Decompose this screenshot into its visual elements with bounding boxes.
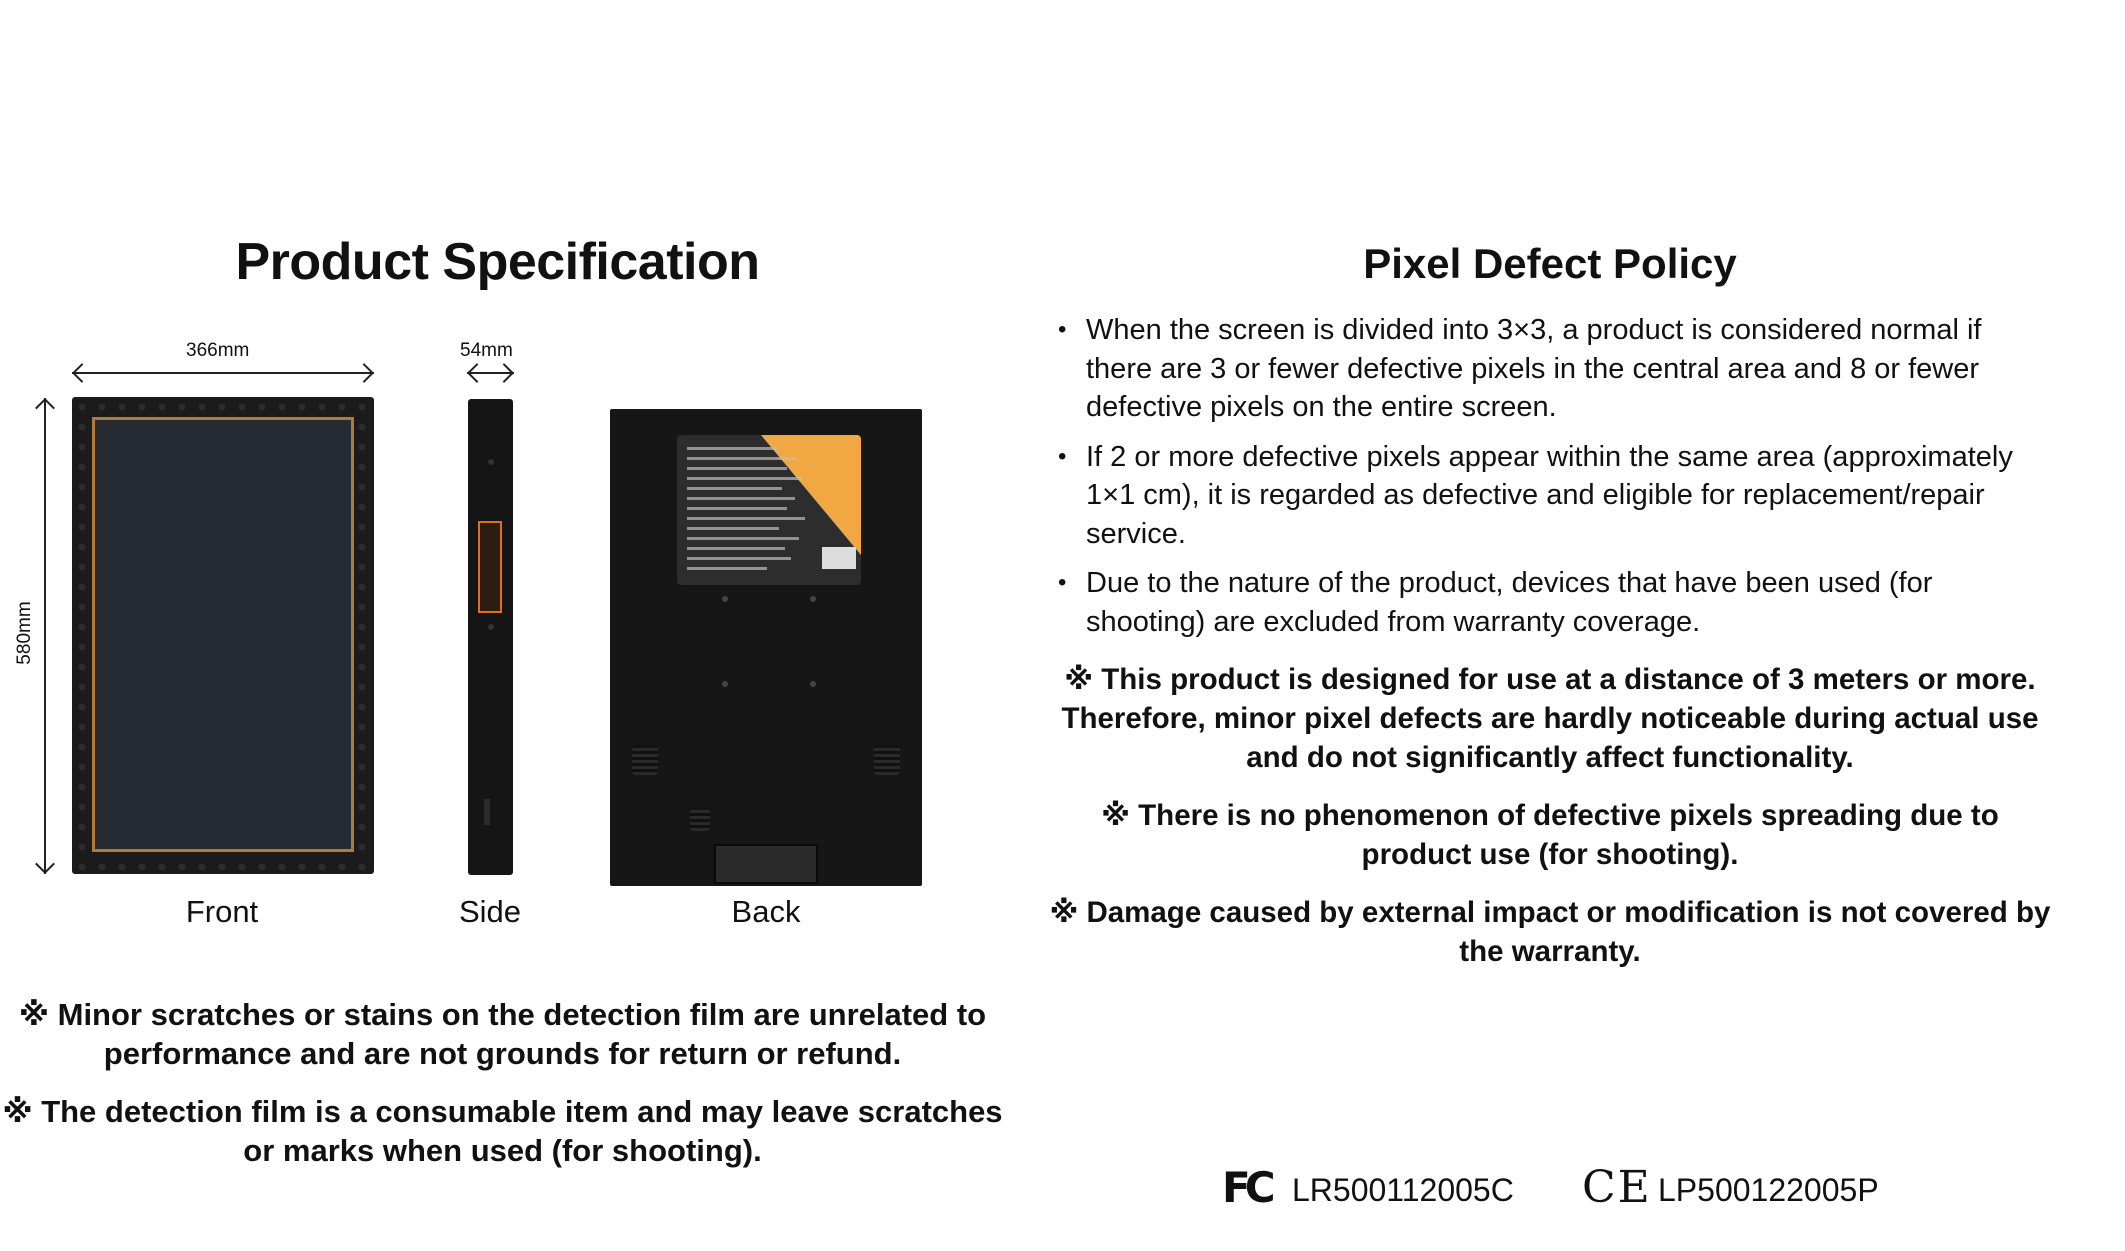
screw bbox=[810, 681, 816, 687]
policy-bullet: • If 2 or more defective pixels appear within the same area (approximately 1×1 cm), it is regarded as defective and eligible for replacement/repair service. bbox=[1048, 438, 2048, 554]
spec-title: Product Specification bbox=[235, 233, 760, 291]
ce-icon: CE bbox=[1582, 1162, 1652, 1213]
side-port bbox=[484, 799, 490, 825]
back-info-sticker bbox=[677, 435, 861, 585]
fcc-icon: FC bbox=[1222, 1163, 1270, 1212]
bullet-icon: • bbox=[1058, 569, 1067, 596]
viewing-distance-note: ※ This product is designed for use at a distance of 3 meters or more. Therefore, minor pixel defects are hardly noticeable during actual use and do not significantly affect functionality. bbox=[1061, 663, 2039, 774]
speaker-vent bbox=[690, 809, 710, 831]
ce-code: LP500122005P bbox=[1658, 1172, 1879, 1208]
side-screw bbox=[488, 624, 494, 630]
front-view-label: Front bbox=[185, 894, 259, 929]
back-view-label: Back bbox=[731, 894, 801, 929]
width-dimension-label: 366mm bbox=[186, 340, 250, 361]
bullet-icon: • bbox=[1058, 442, 1067, 470]
height-dimension-label: 580mm bbox=[14, 601, 35, 665]
damage-note: ※ Damage caused by external impact or modification is not covered by the warranty. bbox=[1049, 896, 2051, 968]
back-view-image bbox=[610, 409, 922, 886]
speaker-vent bbox=[874, 745, 900, 775]
screw bbox=[722, 596, 728, 602]
policy-bullet: • When the screen is divided into 3×3, a product is considered normal if there are 3 or fewer defective pixels in the central area and 8 or fewer defective pixels on the entire screen. bbox=[1048, 311, 2048, 427]
front-screen bbox=[92, 417, 354, 852]
side-view-label: Side bbox=[458, 894, 522, 929]
width-arrow-icon bbox=[72, 372, 374, 374]
policy-bullet-list bbox=[1048, 311, 2048, 652]
screw bbox=[810, 596, 816, 602]
policy-bullet: • Due to the nature of the product, devices that have been used (for shooting) are excluded from warranty coverage. bbox=[1048, 564, 2048, 641]
screw bbox=[722, 681, 728, 687]
front-view-image bbox=[72, 397, 374, 874]
bullet-icon: • bbox=[1058, 316, 1067, 343]
speaker-vent bbox=[632, 745, 658, 775]
consumable-note: ※ The detection film is a consumable item and may leave scratches or marks when used (for shooting). bbox=[2, 1094, 1003, 1168]
no-spreading-note: ※ There is no phenomenon of defective pixels spreading due to product use (for shooting). bbox=[1101, 799, 1999, 871]
fcc-code: LR500112005C bbox=[1292, 1172, 1514, 1208]
depth-dimension-label: 54mm bbox=[460, 340, 513, 361]
film-note: ※ Minor scratches or stains on the detection film are unrelated to performance and are not grounds for return or refund. bbox=[18, 997, 987, 1071]
side-warning-label bbox=[478, 521, 502, 613]
depth-arrow-icon bbox=[467, 372, 514, 374]
port-panel bbox=[714, 844, 818, 884]
side-screw bbox=[488, 459, 494, 465]
policy-title: Pixel Defect Policy bbox=[1363, 240, 1737, 287]
height-arrow-icon bbox=[44, 398, 46, 874]
side-view-image bbox=[468, 399, 513, 875]
